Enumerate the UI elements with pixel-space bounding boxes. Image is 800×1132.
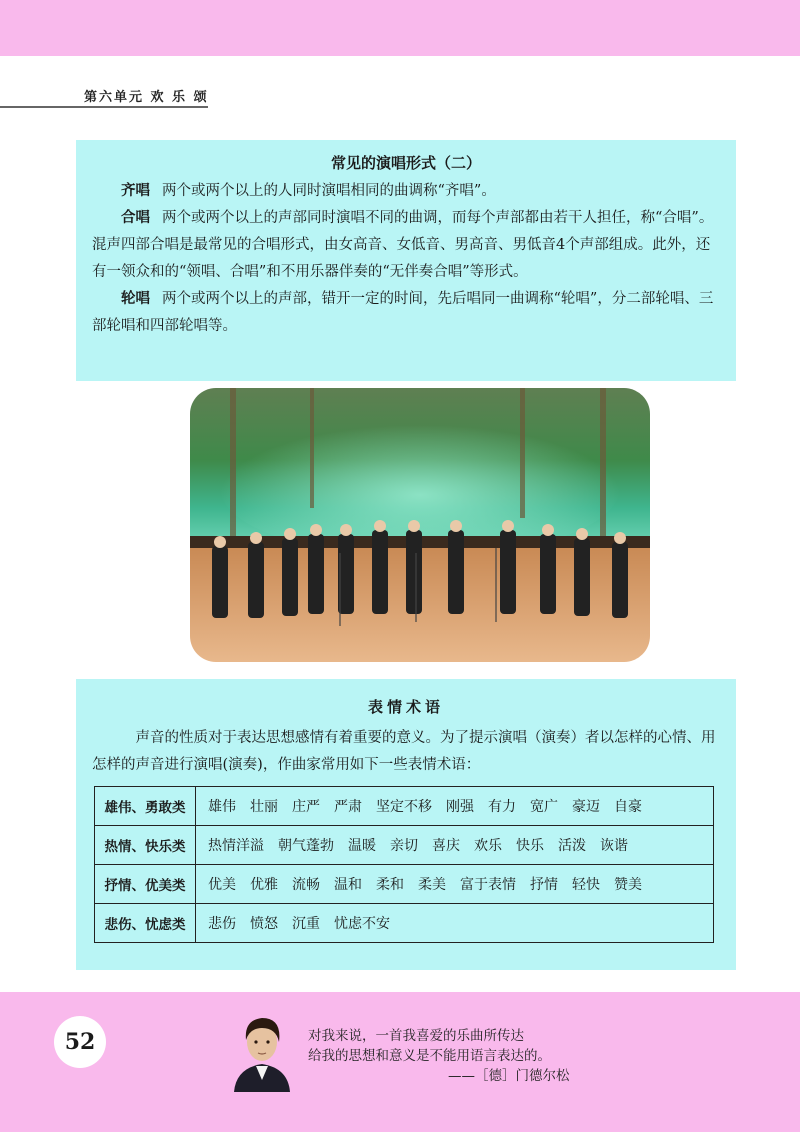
term-item: 沉重 (292, 916, 320, 932)
page-number: 52 (54, 1016, 106, 1068)
term-item: 抒情 (530, 877, 558, 893)
term-item: 柔美 (418, 877, 446, 893)
term-item: 有力 (488, 799, 516, 815)
paragraph-chorus (92, 205, 722, 286)
header-rule (0, 106, 208, 108)
term-item: 严肃 (334, 799, 362, 815)
terms-cell (196, 826, 714, 865)
term-item: 诙谐 (600, 838, 628, 854)
term-item: 热情洋溢 (208, 838, 264, 854)
term-item: 赞美 (614, 877, 642, 893)
expression-terms-intro: 声音的性质对于表达思想感情有着重要的意义。为了提示演唱（演奏）者以怎样的心情、用怎样的声音进行演唱(演奏)，作曲家常用如下一些表情术语： (92, 730, 716, 773)
term-item: 欢乐 (474, 838, 502, 854)
table-row (95, 787, 714, 826)
text-unison: 两个或两个以上的人同时演唱相同的曲调称“齐唱”。 (162, 183, 496, 199)
table-row (95, 826, 714, 865)
expression-terms-box (76, 679, 736, 970)
table-row (95, 904, 714, 943)
singing-forms-title: 常见的演唱形式（二） (330, 154, 481, 172)
term-item: 喜庆 (432, 838, 460, 854)
paragraph-round (92, 286, 722, 340)
term-item: 优雅 (250, 877, 278, 893)
term-chorus: 合唱 (121, 210, 150, 226)
term-item: 流畅 (292, 877, 320, 893)
term-item: 庄严 (292, 799, 320, 815)
category-cell: 抒情、优美类 (95, 865, 196, 904)
quote-line-2: 给我的思想和意义是不能用语言表达的。 (308, 1048, 551, 1064)
expression-terms-title: 表情术语 (367, 698, 444, 716)
singing-forms-box (76, 140, 736, 381)
unit-header: 第六单元 欢 乐 颂 (84, 90, 209, 105)
text-round: 两个或两个以上的声部，错开一定的时间，先后唱同一曲调称“轮唱”，分二部轮唱、三部轮唱和四部轮唱等。 (92, 291, 714, 334)
singing-forms-body (92, 178, 722, 340)
category-cell: 雄伟、勇敢类 (95, 787, 196, 826)
term-item: 宽广 (530, 799, 558, 815)
top-pink-band (0, 0, 800, 56)
composer-portrait (226, 1006, 298, 1092)
term-item: 壮丽 (250, 799, 278, 815)
composer-quote (308, 1026, 570, 1086)
choir-stage-illustration (190, 388, 650, 662)
term-round: 轮唱 (121, 291, 150, 307)
terms-cell (196, 904, 714, 943)
term-item: 优美 (208, 877, 236, 893)
term-item: 轻快 (572, 877, 600, 893)
term-item: 豪迈 (572, 799, 600, 815)
terms-cell (196, 787, 714, 826)
quote-line-1: 对我来说，一首我喜爱的乐曲所传达 (308, 1028, 524, 1044)
term-item: 刚强 (446, 799, 474, 815)
term-item: 快乐 (516, 838, 544, 854)
category-cell: 悲伤、忧虑类 (95, 904, 196, 943)
term-item: 温和 (334, 877, 362, 893)
term-item: 坚定不移 (376, 799, 432, 815)
category-cell: 热情、快乐类 (95, 826, 196, 865)
paragraph-unison (92, 178, 722, 205)
term-item: 温暖 (348, 838, 376, 854)
text-chorus: 两个或两个以上的声部同时演唱不同的曲调，而每个声部都由若干人担任，称“合唱”。混声四部合唱是最常见的合唱形式，由女高音、女低音、男高音、男低音4个声部组成。此外，还有一领众和的“领唱、合唱”和不用乐器伴奏的“无伴奏合唱”等形式。 (92, 210, 714, 280)
expression-terms-table (94, 786, 714, 943)
term-item: 亲切 (390, 838, 418, 854)
term-item: 愤怒 (250, 916, 278, 932)
terms-cell (196, 865, 714, 904)
term-item: 忧虑不安 (334, 916, 390, 932)
term-item: 自豪 (614, 799, 642, 815)
term-item: 朝气蓬勃 (278, 838, 334, 854)
term-unison: 齐唱 (121, 183, 150, 199)
term-item: 活泼 (558, 838, 586, 854)
quote-attribution: ——［德］门德尔松 (448, 1068, 570, 1084)
table-row (95, 865, 714, 904)
term-item: 富于表情 (460, 877, 516, 893)
term-item: 悲伤 (208, 916, 236, 932)
choir-stage-photo (190, 388, 650, 662)
term-item: 雄伟 (208, 799, 236, 815)
term-item: 柔和 (376, 877, 404, 893)
